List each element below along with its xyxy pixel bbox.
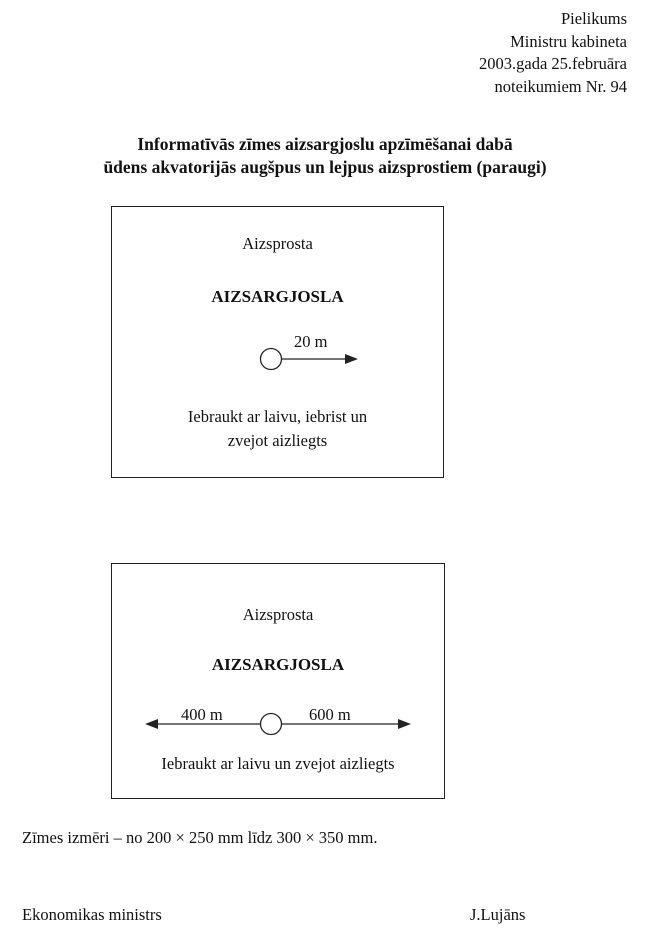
dam-circle-icon <box>261 349 282 370</box>
arrow-right-icon <box>398 719 411 729</box>
sign-header: AIZSARGJOSLA <box>211 287 344 306</box>
title-line-2: ūdens akvatorijās augšpus un lejpus aizsprostiem (paraugi) <box>103 157 547 177</box>
minister-title: Ekonomikas ministrs <box>22 905 162 924</box>
distance-label: 20 m <box>294 332 328 351</box>
arrow-right-icon <box>345 354 358 364</box>
document-title <box>0 133 650 179</box>
distance-left-label: 400 m <box>181 705 223 724</box>
distance-right-label: 600 m <box>309 705 351 724</box>
sign-label: Aizsprosta <box>242 605 314 624</box>
sign-sample-upstream <box>111 206 444 478</box>
annex-block <box>479 8 627 98</box>
annex-line-3: 2003.gada 25.februāra <box>479 54 627 73</box>
prohibition-text-line-1: Iebraukt ar laivu, iebrist un <box>187 407 368 426</box>
dam-circle-icon <box>261 714 282 735</box>
annex-line-4: noteikumiem Nr. 94 <box>494 76 627 96</box>
minister-name: J.Lujāns <box>470 905 526 924</box>
arrow-left-icon <box>145 719 158 729</box>
sign-sample-both-sides <box>111 563 445 799</box>
sign-label: Aizsprosta <box>242 234 313 253</box>
sign-header: AIZSARGJOSLA <box>211 655 345 674</box>
prohibition-text: Iebraukt ar laivu un zvejot aizliegts <box>161 754 395 773</box>
title-line-1: Informatīvās zīmes aizsargjoslu apzīmēšanai dabā <box>137 134 513 154</box>
sign-size-note: Zīmes izmēri – no 200 × 250 mm līdz 300 × 350 mm. <box>22 828 378 847</box>
annex-line-2: Ministru kabineta <box>510 31 627 51</box>
prohibition-text-line-2: zvejot aizliegts <box>227 431 328 450</box>
annex-line-1: Pielikums <box>560 9 627 28</box>
